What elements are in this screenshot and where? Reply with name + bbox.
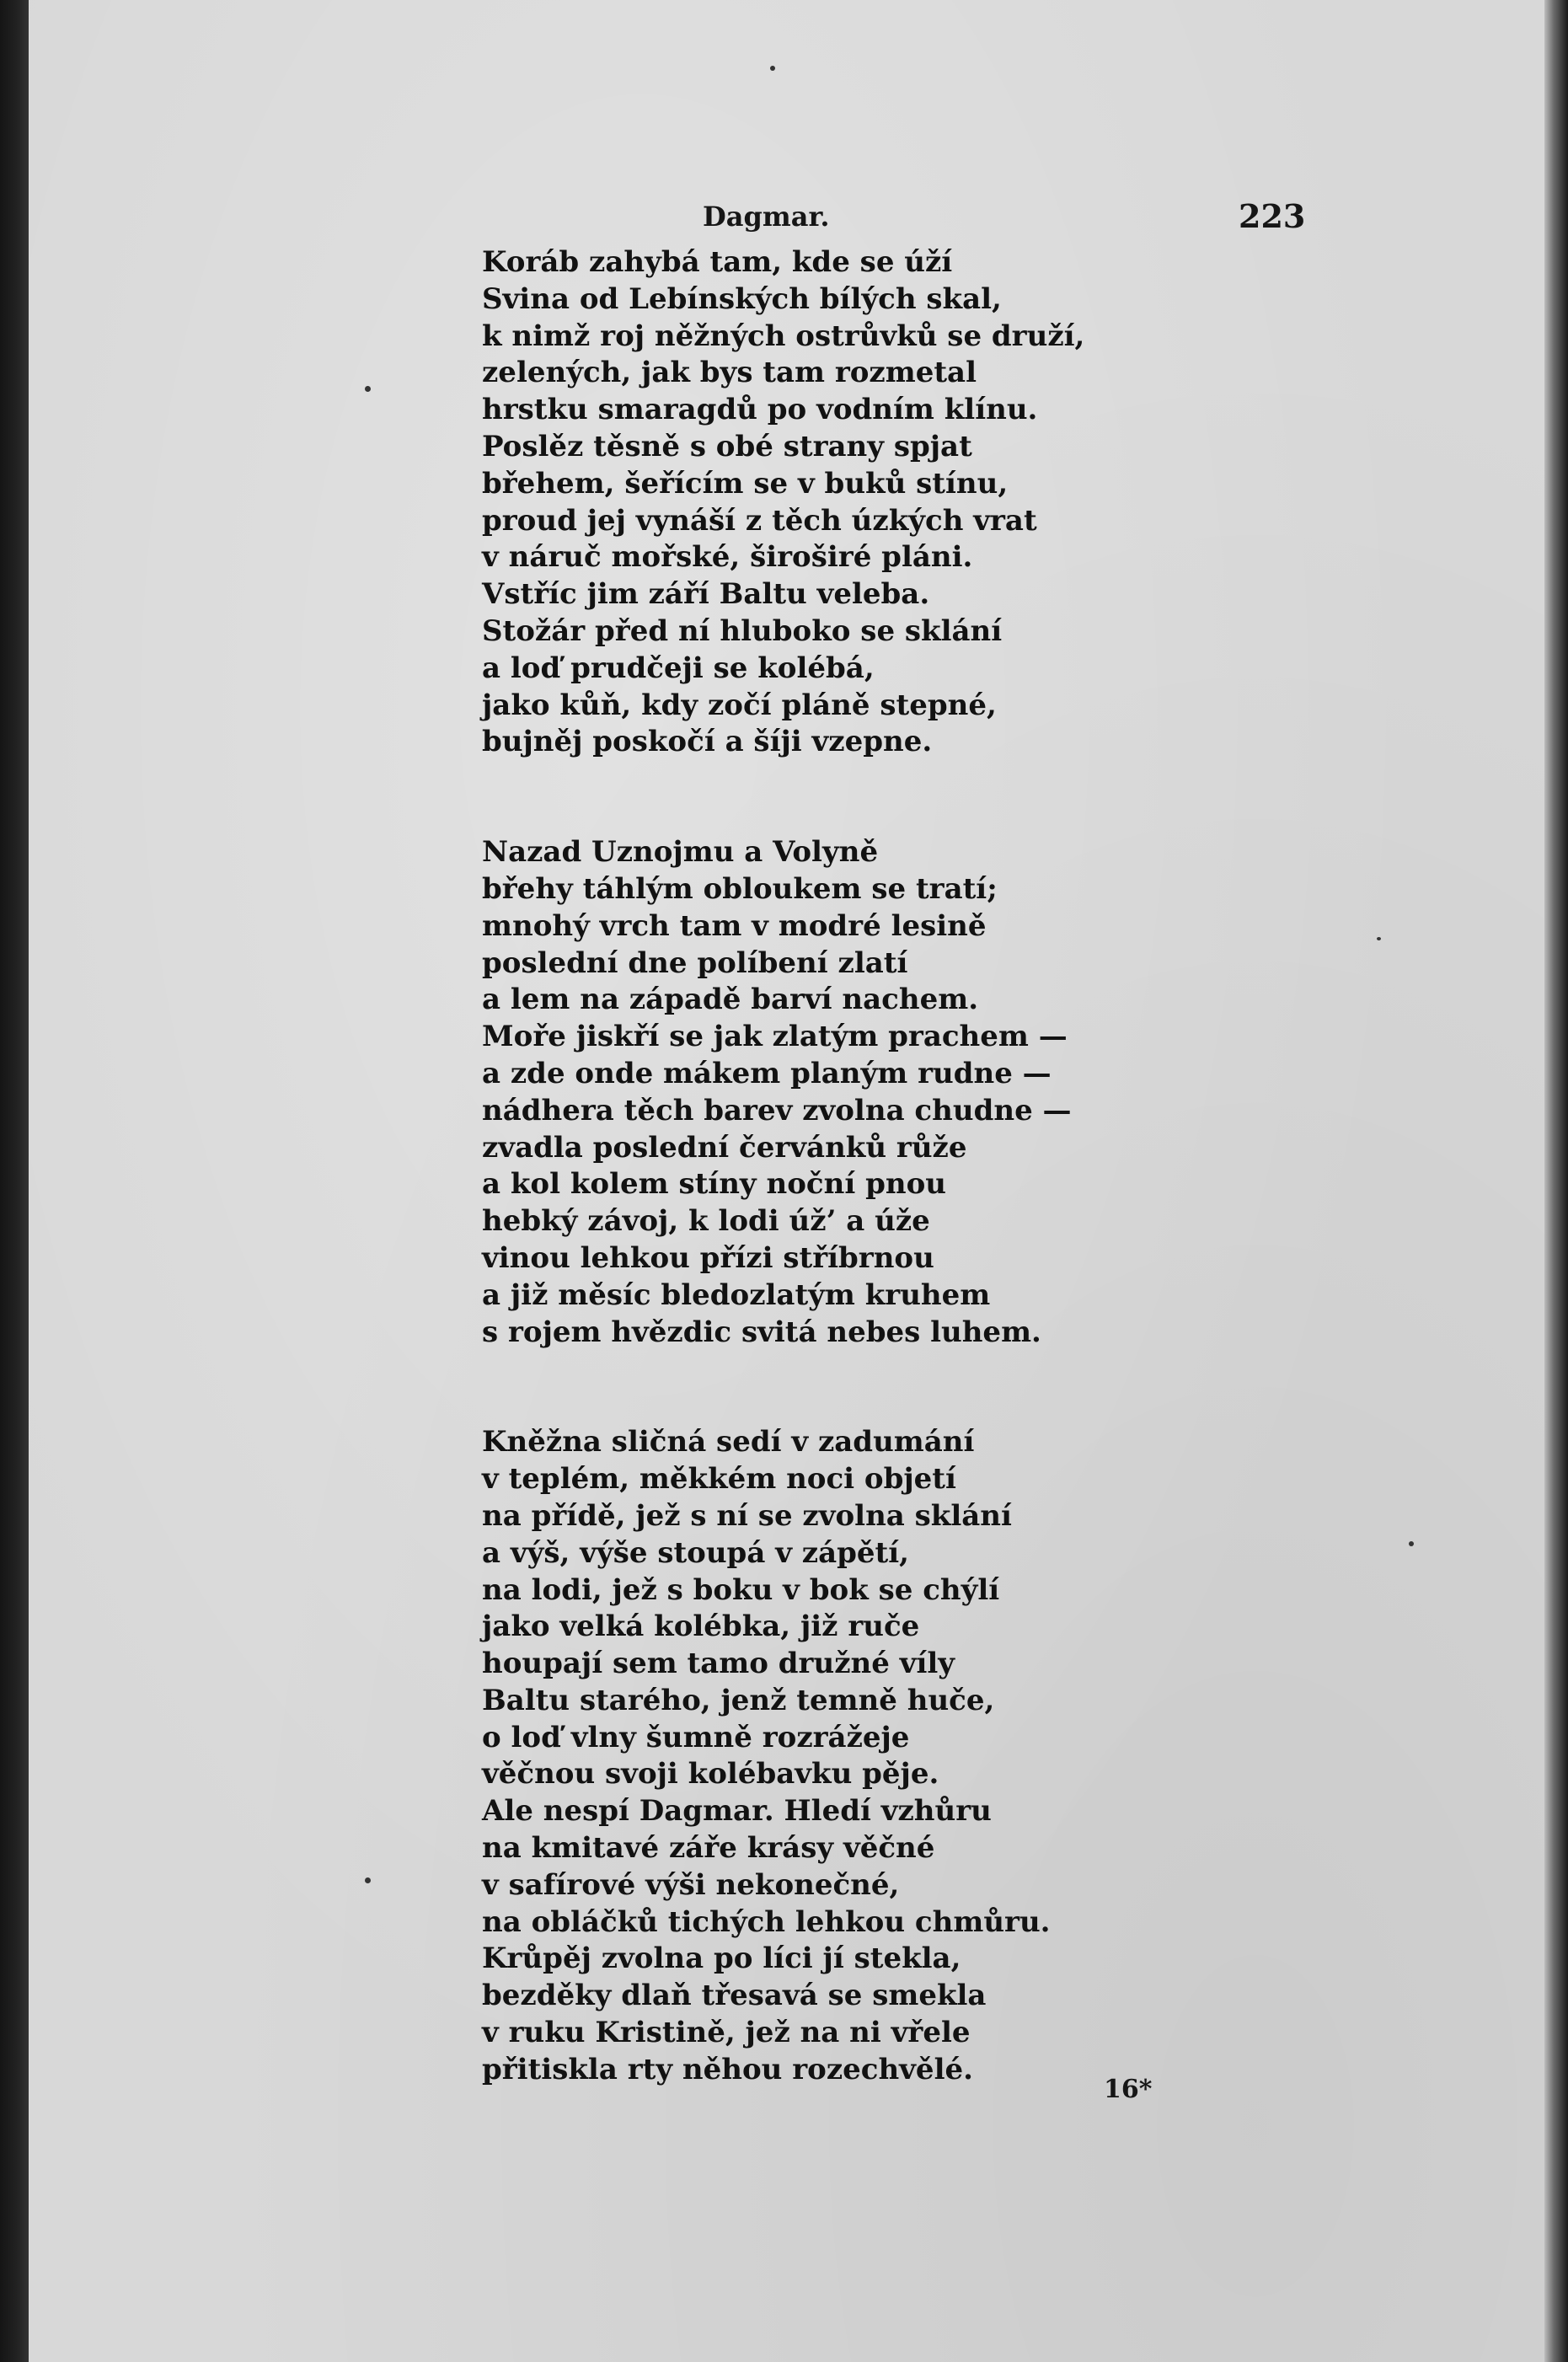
verse-line: k nimž roj něžných ostrůvků se druží, bbox=[482, 319, 1085, 353]
verse-line: zelených, jak bys tam rozmetal bbox=[482, 356, 977, 390]
verse-line: vinou lehkou přízi stříbrnou bbox=[482, 1240, 934, 1275]
scan-speck bbox=[365, 386, 371, 392]
verse-line: Poslěz těsně s obé strany spjat bbox=[482, 429, 972, 463]
verse-line: Moře jiskří se jak zlatým prachem — bbox=[482, 1020, 1068, 1054]
scan-right-edge bbox=[1544, 0, 1568, 2362]
verse-line: v safírové výši nekonečné, bbox=[482, 1867, 900, 1902]
verse-line: hrstku smaragdů po vodním klínu. bbox=[482, 393, 1038, 427]
verse-line: Kněžna sličná sedí v zadumání bbox=[482, 1425, 975, 1460]
verse-line: věčnou svoji kolébavku pěje. bbox=[482, 1757, 939, 1792]
page-number: 223 bbox=[1239, 197, 1306, 235]
verse-line: v teplém, měkkém noci objetí bbox=[482, 1462, 956, 1497]
verse-line: na lodi, jež s boku v bok se chýlí bbox=[482, 1572, 1000, 1607]
printer-signature-mark: 16* bbox=[1104, 2075, 1153, 2104]
verse-line: Vstříc jim září Baltu veleba. bbox=[482, 577, 930, 612]
verse-line: přitiskla rty něhou rozechvělé. bbox=[482, 2052, 973, 2086]
verse-line: Nazad Uznojmu a Volyně bbox=[482, 835, 879, 870]
verse-line: bujněj poskočí a šíji vzepne. bbox=[482, 725, 933, 759]
verse-line: nádhera těch barev zvolna chudne — bbox=[482, 1093, 1072, 1127]
verse-line: a loď prudčeji se kolébá, bbox=[482, 651, 875, 685]
verse-line: na obláčků tichých lehkou chmůru. bbox=[482, 1904, 1051, 1939]
verse-line: o loď vlny šumně rozrážeje bbox=[482, 1720, 910, 1754]
verse-line: zvadla poslední červánků růže bbox=[482, 1130, 967, 1165]
verse-line: a již měsíc bledozlatým kruhem bbox=[482, 1277, 991, 1312]
verse-line: Krůpěj zvolna po líci jí stekla, bbox=[482, 1942, 961, 1976]
verse-line: v ruku Kristině, jež na ni vřele bbox=[482, 2016, 971, 2050]
verse-line: proud jej vynáší z těch úzkých vrat bbox=[482, 503, 1037, 538]
verse-line: Baltu starého, jenž temně huče, bbox=[482, 1683, 995, 1717]
running-head: Dagmar. bbox=[703, 201, 830, 233]
stanza-1 bbox=[482, 244, 1493, 761]
verse-line: mnohý vrch tam v modré lesině bbox=[482, 908, 987, 943]
verse-line: s rojem hvězdic svitá nebes luhem. bbox=[482, 1315, 1041, 1349]
verse-line: jako kůň, kdy zočí pláně stepné, bbox=[482, 688, 997, 722]
stanza-3 bbox=[482, 1424, 1493, 2088]
verse-line: poslední dne políbení zlatí bbox=[482, 945, 908, 980]
verse-line: Koráb zahybá tam, kde se úží bbox=[482, 245, 953, 279]
scan-speck bbox=[365, 1877, 371, 1883]
verse-line: břehem, šeřícím se v buků stínu, bbox=[482, 466, 1009, 501]
verse-line: a kol kolem stíny noční pnou bbox=[482, 1167, 946, 1202]
verse-line: a výš, výše stoupá v zápětí, bbox=[482, 1535, 909, 1570]
verse-line: houpají sem tamo družné víly bbox=[482, 1647, 955, 1681]
scan-speck bbox=[770, 66, 775, 71]
page-header bbox=[0, 195, 1568, 239]
poem bbox=[482, 244, 1493, 2089]
verse-line: Ale nespí Dagmar. Hledí vzhůru bbox=[482, 1794, 992, 1829]
verse-line: Svina od Lebínských bílých skal, bbox=[482, 281, 1002, 316]
verse-line: na přídě, jež s ní se zvolna sklání bbox=[482, 1498, 1012, 1533]
verse-line: Stožár před ní hluboko se sklání bbox=[482, 613, 1003, 648]
verse-line: na kmitavé záře krásy věčné bbox=[482, 1831, 935, 1866]
scan-left-edge bbox=[0, 0, 29, 2362]
verse-line: v náruč mořské, široširé pláni. bbox=[482, 540, 973, 575]
verse-line: hebký závoj, k lodi úž’ a úže bbox=[482, 1204, 930, 1239]
verse-line: a zde onde mákem planým rudne — bbox=[482, 1056, 1052, 1090]
verse-line: jako velká kolébka, již ruče bbox=[482, 1609, 920, 1644]
stanza-2 bbox=[482, 834, 1493, 1351]
verse-line: břehy táhlým obloukem se tratí; bbox=[482, 871, 998, 906]
verse-line: bezděky dlaň třesavá se smekla bbox=[482, 1979, 987, 2013]
verse-line: a lem na západě barví nachem. bbox=[482, 983, 979, 1017]
